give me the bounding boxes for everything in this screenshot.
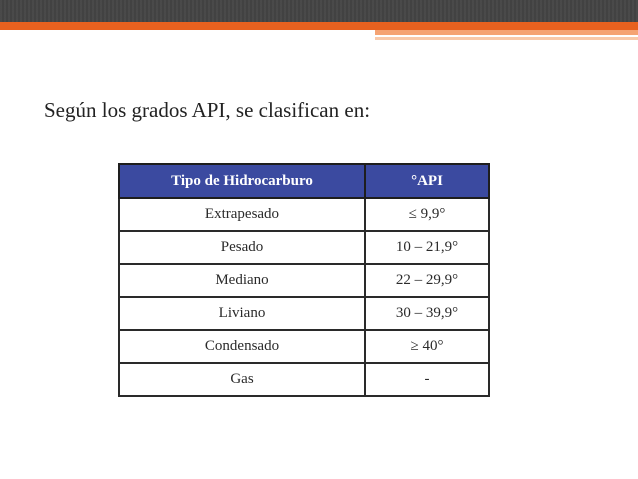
cell-type: Mediano bbox=[119, 264, 365, 297]
table-row bbox=[119, 297, 489, 330]
table-row bbox=[119, 264, 489, 297]
cell-type: Pesado bbox=[119, 231, 365, 264]
header-hydrocarbon-type: Tipo de Hidrocarburo bbox=[119, 164, 365, 198]
cell-type: Liviano bbox=[119, 297, 365, 330]
cell-api: ≥ 40° bbox=[365, 330, 489, 363]
table-row bbox=[119, 363, 489, 396]
orange-accent-band-light bbox=[375, 30, 638, 35]
cell-type: Extrapesado bbox=[119, 198, 365, 231]
orange-accent-band bbox=[0, 22, 638, 30]
top-bar-texture bbox=[0, 0, 638, 22]
cell-api: 30 – 39,9° bbox=[365, 297, 489, 330]
table-row bbox=[119, 231, 489, 264]
table-header-row bbox=[119, 164, 489, 198]
cell-type: Gas bbox=[119, 363, 365, 396]
slide-body-text: Según los grados API, se clasifican en: bbox=[44, 98, 371, 122]
table-row bbox=[119, 198, 489, 231]
api-classification-table-wrapper bbox=[118, 163, 490, 397]
header-api-degrees: °API bbox=[365, 164, 489, 198]
table-row bbox=[119, 330, 489, 363]
slide-top-bar bbox=[0, 0, 638, 22]
cell-type: Condensado bbox=[119, 330, 365, 363]
api-classification-table bbox=[118, 163, 490, 397]
cell-api: 22 – 29,9° bbox=[365, 264, 489, 297]
cell-api: 10 – 21,9° bbox=[365, 231, 489, 264]
cell-api: - bbox=[365, 363, 489, 396]
cell-api: ≤ 9,9° bbox=[365, 198, 489, 231]
orange-accent-line bbox=[375, 37, 638, 40]
